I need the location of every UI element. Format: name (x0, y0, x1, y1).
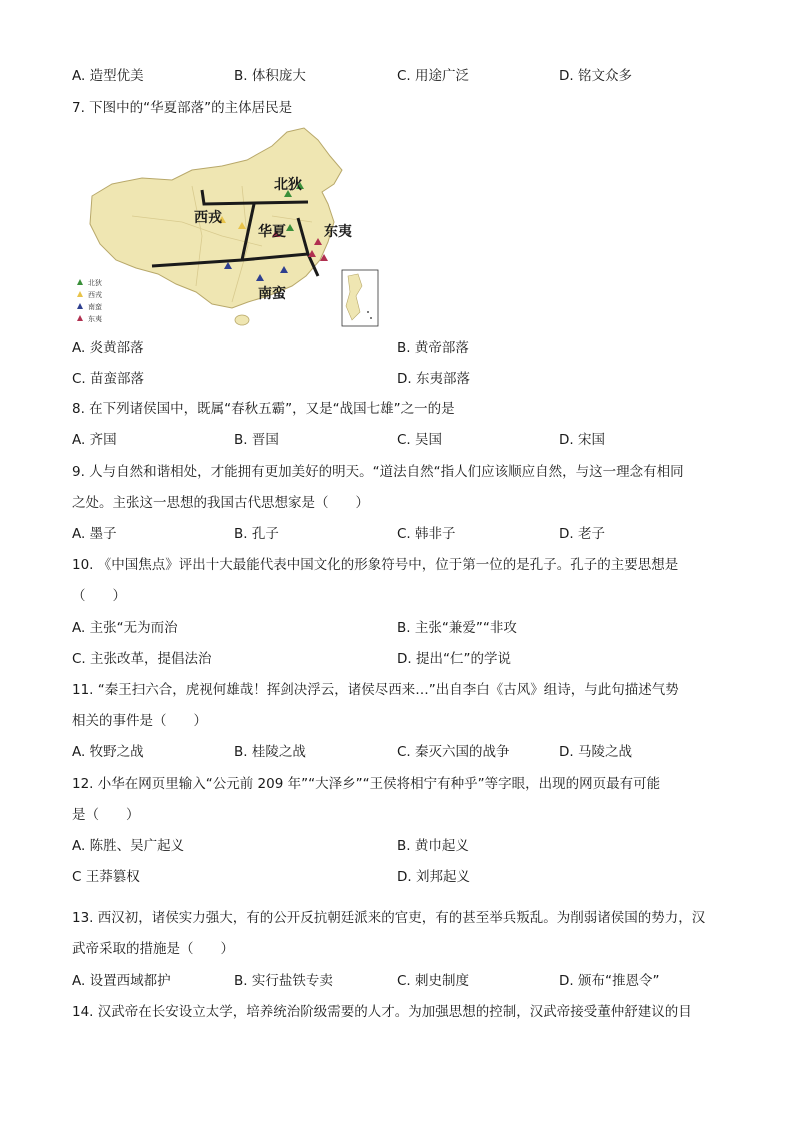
q8-stem: 8. 在下列诸侯国中，既属“春秋五霸”，又是“战国七雄”之一的是 (72, 401, 455, 417)
q9-stem-line2: 之处。主张这一思想的我国古代思想家是（ ） (72, 495, 369, 511)
q12-option-b: B. 黄巾起义 (397, 838, 469, 854)
q12-stem-line1: 12. 小华在网页里输入“公元前 209 年”“大泽乡”“王侯将相宁有种乎”等字眼，出现的网页最有可能 (72, 776, 661, 792)
q13-option-d: D. 颁布“推恩令” (559, 973, 660, 989)
q7-option-d: D. 东夷部落 (397, 371, 470, 387)
q10-option-d: D. 提出“仁”的学说 (397, 651, 511, 667)
tribes-map-svg (72, 126, 388, 330)
q7-option-b: B. 黄帝部落 (397, 340, 469, 356)
q6-option-a: A. 造型优美 (72, 68, 144, 84)
q13-stem-line1: 13. 西汉初，诸侯实力强大，有的公开反抗朝廷派来的官吏，有的甚至举兵叛乱。为削弱诸侯国的势力，汉 (72, 910, 706, 926)
legend-dongyi: 东夷 (88, 315, 102, 323)
q11-option-c: C. 秦灭六国的战争 (397, 744, 510, 760)
legend-xirong: 西戎 (88, 291, 102, 299)
q9-option-a: A. 墨子 (72, 526, 117, 542)
q12-stem-line2: 是（ ） (72, 807, 140, 823)
region-label-huaxia: 华夏 (258, 224, 286, 240)
q9-option-d: D. 老子 (559, 526, 605, 542)
map-island (235, 315, 249, 325)
q11-stem-line1: 11. “秦王扫六合，虎视何雄哉！挥剑决浮云，诸侯尽西来…”出自李白《古风》组诗，与此句描述气势 (72, 682, 679, 698)
q11-stem-line2: 相关的事件是（ ） (72, 713, 207, 729)
q13-option-a: A. 设置西域都护 (72, 973, 171, 989)
region-label-nanman: 南蛮 (258, 286, 286, 302)
q10-stem-line2: （ ） (72, 588, 126, 604)
q10-option-a: A. 主张“无为而治 (72, 620, 178, 636)
q13-stem-line2: 武帝采取的措施是（ ） (72, 941, 234, 957)
q12-option-d: D. 刘邦起义 (397, 869, 470, 885)
q7-option-a: A. 炎黄部落 (72, 340, 144, 356)
legend-nanman: 南蛮 (88, 303, 102, 311)
south-sea-inset (342, 270, 378, 326)
q11-option-d: D. 马陵之战 (559, 744, 632, 760)
q13-option-b: B. 实行盐铁专卖 (234, 973, 333, 989)
q11-option-b: B. 桂陵之战 (234, 744, 306, 760)
q10-option-b: B. 主张“兼爱”“非攻 (397, 620, 517, 636)
q9-option-b: B. 孔子 (234, 526, 279, 542)
q8-option-c: C. 吴国 (397, 432, 443, 448)
q6-option-b: B. 体积庞大 (234, 68, 306, 84)
q9-option-c: C. 韩非子 (397, 526, 456, 542)
q6-option-c: C. 用途广泛 (397, 68, 470, 84)
q8-option-a: A. 齐国 (72, 432, 117, 448)
q10-stem-line1: 10. 《中国焦点》评出十大最能代表中国文化的形象符号中，位于第一位的是孔子。孔子的主要思想是 (72, 557, 679, 573)
map-legend (77, 278, 102, 323)
q7-option-c: C. 苗蛮部落 (72, 371, 145, 387)
q9-stem-line1: 9. 人与自然和谐相处，才能拥有更加美好的明天。“道法自然“指人们应该顺应自然，与这一理念有相同 (72, 464, 684, 480)
tribes-map (72, 126, 388, 330)
q12-option-a: A. 陈胜、吴广起义 (72, 838, 185, 854)
legend-beidi: 北狄 (88, 279, 102, 287)
q12-option-c: C 王莽篡权 (72, 869, 140, 885)
q14-stem-line1: 14. 汉武帝在长安设立太学，培养统治阶级需要的人才。为加强思想的控制，汉武帝接受董仲舒建议的目 (72, 1004, 692, 1020)
region-label-dongyi: 东夷 (324, 224, 352, 240)
region-label-beidi: 北狄 (274, 177, 302, 193)
q11-option-a: A. 牧野之战 (72, 744, 144, 760)
q6-option-d: D. 铭文众多 (559, 68, 632, 84)
q10-option-c: C. 主张改革，提倡法治 (72, 651, 212, 667)
region-label-xirong: 西戎 (194, 210, 222, 226)
q7-stem: 7. 下图中的“华夏部落”的主体居民是 (72, 100, 293, 116)
q8-option-d: D. 宋国 (559, 432, 605, 448)
q13-option-c: C. 刺史制度 (397, 973, 470, 989)
q8-option-b: B. 晋国 (234, 432, 279, 448)
